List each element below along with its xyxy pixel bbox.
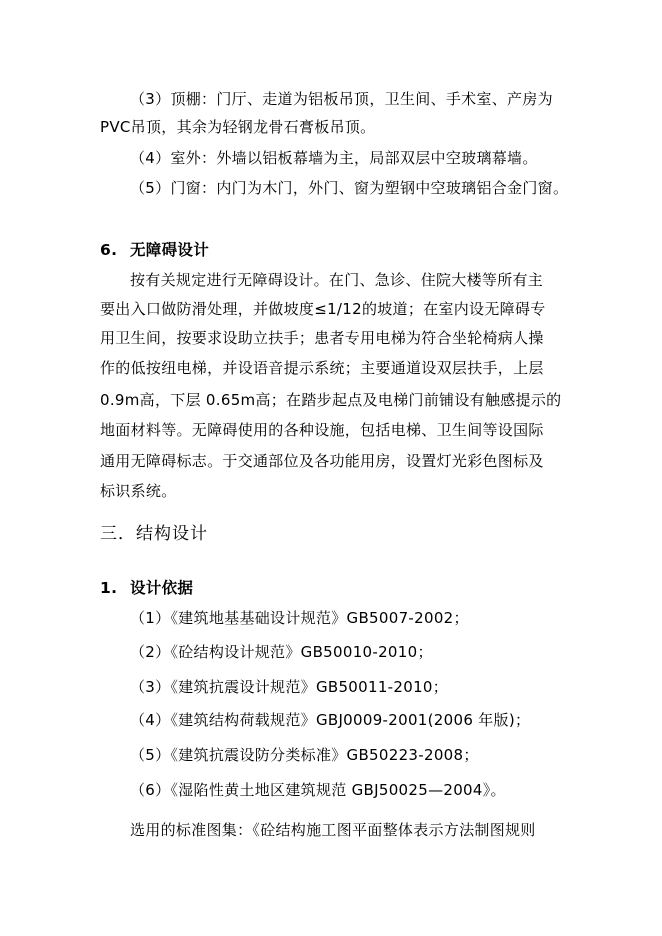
- design-basis-heading-title: 设计依据: [130, 579, 194, 597]
- accessibility-paragraph-line: 通用无障碍标志。于交通部位及各功能用房，设置灯光彩色图标及: [100, 452, 544, 470]
- doors-windows-line: （5）门窗：内门为木门，外门、窗为塑钢中空玻璃铝合金门窗。: [130, 179, 569, 197]
- standard-list-item: （4）《建筑结构荷载规范》GBJ0009-2001(2006 年版)；: [130, 711, 531, 729]
- accessibility-paragraph-line: 0.9m高，下层 0.65m高；在踏步起点及电梯门前铺设有触感提示的: [100, 391, 562, 409]
- structure-section-title: 三．结构设计: [100, 524, 208, 544]
- standard-list-item: （2）《砼结构设计规范》GB50010-2010；: [130, 643, 433, 661]
- ceiling-line-2: PVC吊顶，其余为轻钢龙骨石膏板吊顶。: [100, 118, 376, 136]
- standard-list-item: （3）《建筑抗震设计规范》GB50011-2010；: [130, 678, 449, 696]
- standard-list-item: （6）《湿陷性黄土地区建筑规范 GBJ50025—2004》。: [130, 781, 506, 799]
- exterior-line: （4）室外：外墙以铝板幕墙为主，局部双层中空玻璃幕墙。: [130, 149, 538, 167]
- accessibility-heading: [100, 240, 209, 260]
- accessibility-heading-number: 6.: [100, 241, 118, 259]
- standard-atlas-line: 选用的标准图集：《砼结构施工图平面整体表示方法制图规则: [130, 821, 536, 839]
- accessibility-heading-title: 无障碍设计: [130, 241, 210, 259]
- design-basis-heading-number: 1.: [100, 579, 118, 597]
- accessibility-paragraph-line: 用卫生间，按要求设助立扶手；患者专用电梯为符合坐轮椅病人操: [100, 329, 544, 347]
- accessibility-paragraph-line: 作的低按纽电梯，并设语音提示系统；主要通道设双层扶手，上层: [100, 359, 544, 377]
- accessibility-paragraph-line: 按有关规定进行无障碍设计。在门、急诊、住院大楼等所有主: [130, 271, 544, 289]
- accessibility-paragraph-line: 标识系统。: [100, 482, 177, 500]
- design-basis-heading: [100, 578, 193, 598]
- accessibility-paragraph-line: 要出入口做防滑处理，并做坡度≤1/12的坡道；在室内设无障碍专: [100, 300, 546, 318]
- standard-list-item: （1）《建筑地基基础设计规范》GB5007-2002；: [130, 609, 469, 627]
- ceiling-line-1: （3）顶棚：门厅、走道为铝板吊顶，卫生间、手术室、产房为: [130, 90, 553, 108]
- standard-list-item: （5）《建筑抗震设防分类标准》GB50223-2008；: [130, 746, 479, 764]
- accessibility-paragraph-line: 地面材料等。无障碍使用的各种设施，包括电梯、卫生间等设国际: [100, 421, 544, 439]
